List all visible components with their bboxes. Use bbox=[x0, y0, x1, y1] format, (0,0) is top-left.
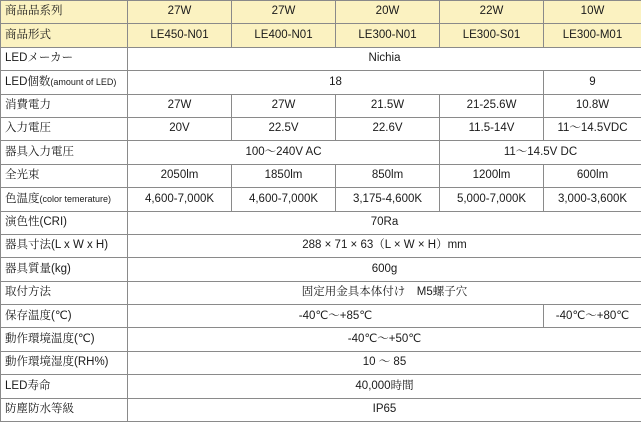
led-count-label-sub: (amount of LED) bbox=[50, 76, 117, 87]
power-cell: 10.8W bbox=[544, 94, 641, 117]
header-row-model bbox=[1, 24, 641, 47]
row-mounting bbox=[1, 281, 641, 304]
row-input-voltage bbox=[1, 117, 641, 140]
row-color-temp bbox=[1, 188, 641, 211]
cri-value: 70Ra bbox=[128, 211, 641, 234]
series-cell: 22W bbox=[440, 1, 544, 24]
mounting-value: 固定用金具本体付け M5螺子穴 bbox=[128, 281, 641, 304]
power-cell: 21-25.6W bbox=[440, 94, 544, 117]
input-voltage-cell: 11～14.5VDC bbox=[544, 117, 641, 140]
flux-cell: 600lm bbox=[544, 164, 641, 187]
color-temp-cell: 5,000-7,000K bbox=[440, 188, 544, 211]
input-voltage-cell: 20V bbox=[128, 117, 232, 140]
color-temp-label-sub: (color temerature) bbox=[39, 193, 112, 204]
storage-temp-label: 保存温度(℃) bbox=[1, 305, 128, 328]
model-cell: LE300-N01 bbox=[336, 24, 440, 47]
dimensions-value: 288 × 71 × 63（L × W × H）mm bbox=[128, 234, 641, 257]
led-life-value: 40,000時間 bbox=[128, 375, 641, 398]
led-life-label: LED寿命 bbox=[1, 375, 128, 398]
power-label: 消費電力 bbox=[1, 94, 128, 117]
power-cell: 21.5W bbox=[336, 94, 440, 117]
flux-cell: 850lm bbox=[336, 164, 440, 187]
operating-humidity-label: 動作環境湿度(RH%) bbox=[1, 351, 128, 374]
row-ip-rating bbox=[1, 398, 641, 421]
mounting-label: 取付方法 bbox=[1, 281, 128, 304]
led-count-label: LED個数 bbox=[5, 75, 51, 88]
color-temp-label-cell bbox=[1, 188, 128, 211]
flux-cell: 1200lm bbox=[440, 164, 544, 187]
row-power bbox=[1, 94, 641, 117]
header-row-series bbox=[1, 1, 641, 24]
series-cell: 27W bbox=[232, 1, 336, 24]
row-cri bbox=[1, 211, 641, 234]
led-count-value-a: 18 bbox=[128, 71, 544, 94]
color-temp-cell: 4,600-7,000K bbox=[232, 188, 336, 211]
led-count-value-b: 9 bbox=[544, 71, 641, 94]
input-voltage-cell: 22.5V bbox=[232, 117, 336, 140]
flux-cell: 2050lm bbox=[128, 164, 232, 187]
fixture-voltage-value-b: 11～14.5V DC bbox=[440, 141, 641, 164]
series-cell: 27W bbox=[128, 1, 232, 24]
model-cell: LE300-M01 bbox=[544, 24, 641, 47]
color-temp-cell: 3,000-3,600K bbox=[544, 188, 641, 211]
operating-temp-label: 動作環境温度(℃) bbox=[1, 328, 128, 351]
row-led-life bbox=[1, 375, 641, 398]
model-label: 商品形式 bbox=[1, 24, 128, 47]
ip-rating-label: 防塵防水等級 bbox=[1, 398, 128, 421]
model-cell: LE450-N01 bbox=[128, 24, 232, 47]
color-temp-cell: 3,175-4,600K bbox=[336, 188, 440, 211]
row-weight bbox=[1, 258, 641, 281]
input-voltage-cell: 11.5-14V bbox=[440, 117, 544, 140]
weight-value: 600g bbox=[128, 258, 641, 281]
storage-temp-value-b: -40℃～+80℃ bbox=[544, 305, 641, 328]
power-cell: 27W bbox=[232, 94, 336, 117]
series-cell: 10W bbox=[544, 1, 641, 24]
fixture-voltage-label: 器具入力電圧 bbox=[1, 141, 128, 164]
operating-temp-value: -40℃～+50℃ bbox=[128, 328, 641, 351]
cri-label: 演色性(CRI) bbox=[1, 211, 128, 234]
color-temp-cell: 4,600-7,000K bbox=[128, 188, 232, 211]
model-cell: LE300-S01 bbox=[440, 24, 544, 47]
led-count-label-cell bbox=[1, 71, 128, 94]
led-maker-label: LEDメーカー bbox=[1, 47, 128, 70]
row-storage-temp bbox=[1, 305, 641, 328]
flux-label: 全光束 bbox=[1, 164, 128, 187]
row-fixture-voltage bbox=[1, 141, 641, 164]
row-operating-humidity bbox=[1, 351, 641, 374]
input-voltage-label: 入力電圧 bbox=[1, 117, 128, 140]
color-temp-label: 色温度 bbox=[5, 192, 40, 205]
ip-rating-value: IP65 bbox=[128, 398, 641, 421]
row-led-count bbox=[1, 71, 641, 94]
row-dimensions bbox=[1, 234, 641, 257]
row-led-maker bbox=[1, 47, 641, 70]
weight-label: 器具質量(kg) bbox=[1, 258, 128, 281]
storage-temp-value-a: -40℃～+85℃ bbox=[128, 305, 544, 328]
model-cell: LE400-N01 bbox=[232, 24, 336, 47]
row-flux bbox=[1, 164, 641, 187]
flux-cell: 1850lm bbox=[232, 164, 336, 187]
series-cell: 20W bbox=[336, 1, 440, 24]
row-operating-temp bbox=[1, 328, 641, 351]
fixture-voltage-value-a: 100～240V AC bbox=[128, 141, 440, 164]
led-maker-value: Nichia bbox=[128, 47, 641, 70]
power-cell: 27W bbox=[128, 94, 232, 117]
operating-humidity-value: 10 ～ 85 bbox=[128, 351, 641, 374]
dimensions-label: 器具寸法(L x W x H) bbox=[1, 234, 128, 257]
series-label: 商品品系列 bbox=[1, 1, 128, 24]
input-voltage-cell: 22.6V bbox=[336, 117, 440, 140]
